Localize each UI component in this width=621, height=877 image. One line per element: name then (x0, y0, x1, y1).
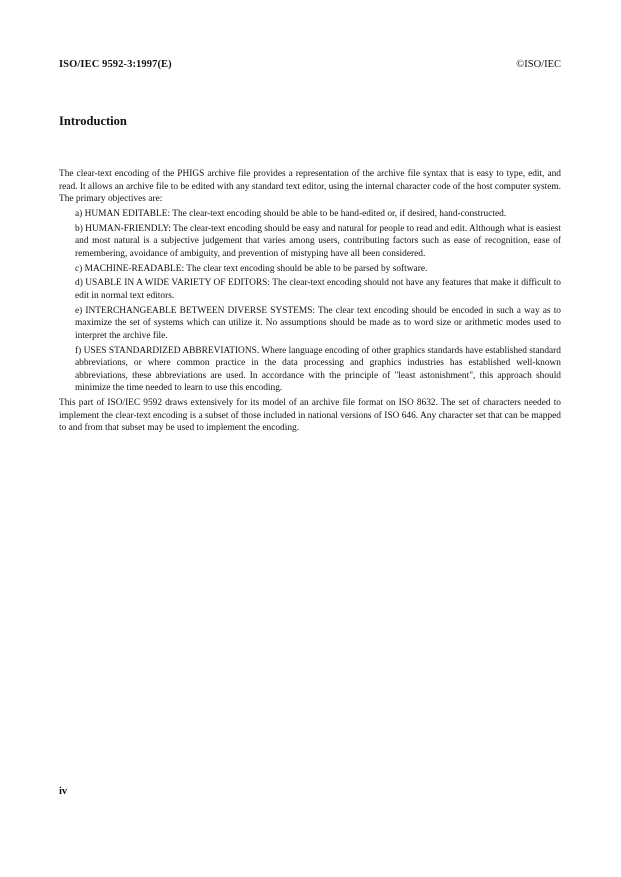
objective-item: d) USABLE IN A WIDE VARIETY OF EDITORS: The clear-text encoding should not have any features that make it difficult to edit in normal text editors. (75, 278, 561, 301)
objective-item: b) HUMAN-FRIENDLY: The clear-text encoding should be easy and natural for people to read and edit. Although what is easiest and most natural is a subjective judgement that varies among users, contributing factors such as ease of recognition, ease of remembering, avoidance of ambiguity, and prevention of mistyping have all been considered. (75, 223, 561, 259)
closing-paragraph: This part of ISO/IEC 9592 draws extensively for its model of an archive file format on ISO 8632. The set of characters needed to implement the clear-text encoding is a subset of those included in national versions of ISO 646. Any character set that can be mapped to and from that subset may be used to implement the encoding. (59, 398, 561, 434)
objective-item: a) HUMAN EDITABLE: The clear-text encoding should be able to be hand-edited or, if desired, hand-constructed. (75, 208, 507, 219)
intro-paragraph: The clear-text encoding of the PHIGS archive file provides a representation of the archive file syntax that is easy to type, edit, and read. It allows an archive file to be edited with any standard text editor, using the internal character code of the host computer system. The primary objectives are: (59, 169, 561, 205)
objective-item: f) USES STANDARDIZED ABBREVIATIONS. Where language encoding of other graphics standards have established standard abbreviations, or where common practice in the data processing and graphics industries has established well-known abbreviations, these abbreviations are used. In accordance with the principle of "least astonishment", this approach should minimize the time needed to learn to use this encoding. (75, 345, 561, 394)
objectives-list (59, 208, 561, 395)
section-body (59, 168, 561, 437)
copyright-notice: ©ISO/IEC (516, 59, 561, 70)
document-id: ISO/IEC 9592-3:1997(E) (59, 59, 172, 70)
page-number: iv (59, 786, 68, 797)
objective-item: e) INTERCHANGEABLE BETWEEN DIVERSE SYSTEMS: The clear text encoding should be encoded in such a way as to maximize the set of systems which can utilize it. No assumptions should be made as to word size or arithmetic modes used to interpret the archive file. (75, 305, 561, 341)
section-title: Introduction (59, 114, 127, 128)
objective-item: c) MACHINE-READABLE: The clear text encoding should be able to be parsed by software. (75, 263, 428, 274)
